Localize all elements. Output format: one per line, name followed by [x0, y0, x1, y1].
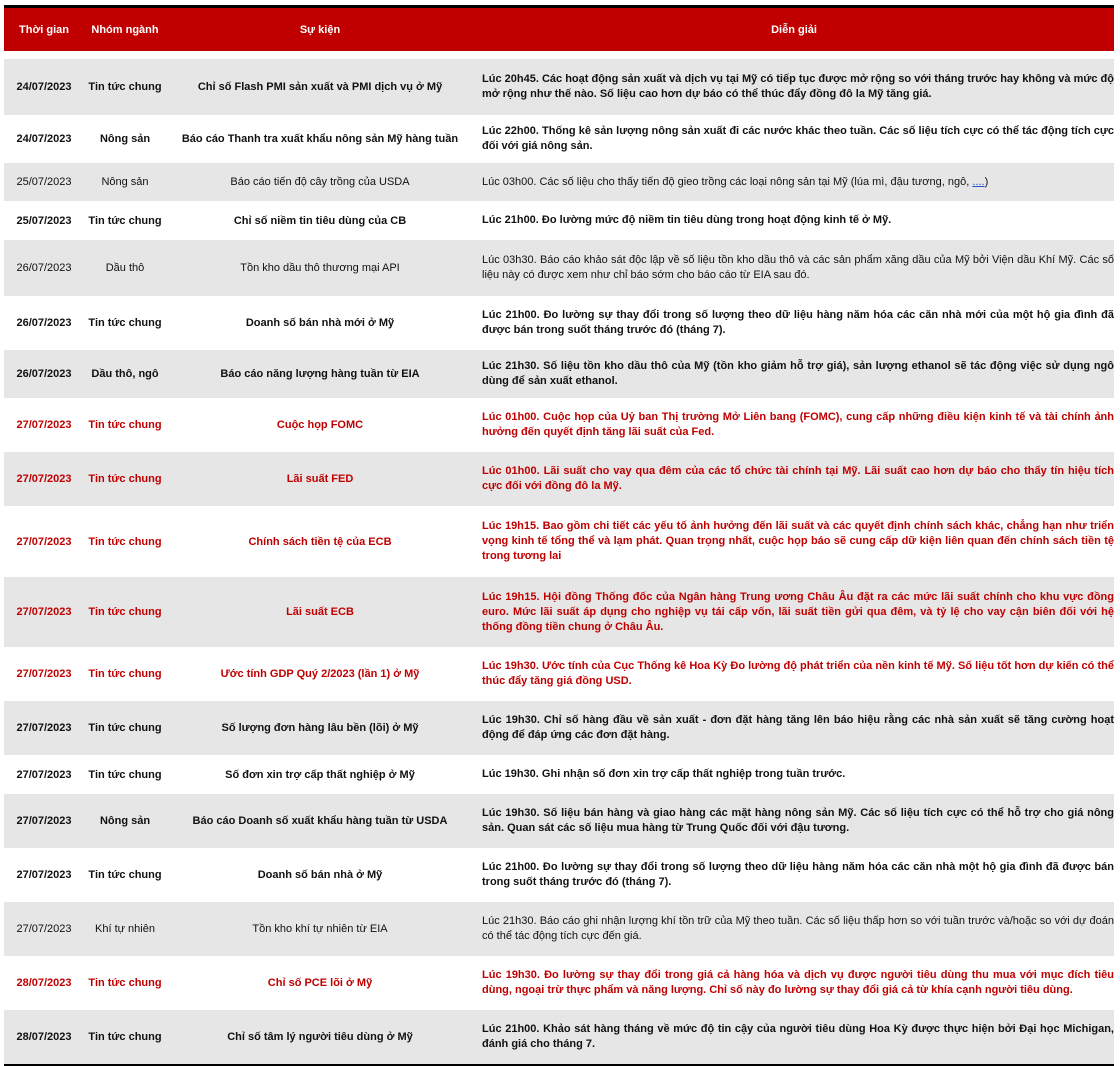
table-row	[4, 577, 1114, 647]
date-cell	[4, 506, 84, 577]
event-cell-text: Ước tính GDP Quý 2/2023 (lần 1) ở Mỹ	[220, 668, 420, 680]
sector-cell-text: Tin tức chung	[88, 869, 162, 881]
date-cell-text: 25/07/2023	[16, 176, 72, 188]
sector-cell-text: Tin tức chung	[88, 606, 162, 618]
event-cell	[166, 577, 474, 647]
sector-cell-text: Tin tức chung	[88, 668, 162, 680]
date-cell-text: 27/07/2023	[16, 768, 72, 781]
sector-cell-text: Khí tự nhiên	[95, 923, 155, 935]
description-cell-text: Lúc 20h45. Các hoạt động sản xuất và dịch vụ tại Mỹ có tiếp tục được mở rộng so với tháng trước hay không và mức độ mở rộng như thế nào. Số liệu cao hơn dự báo có thể thúc đẩy đồng đô la Mỹ tăng giá.	[482, 73, 1114, 100]
sector-cell	[84, 201, 166, 240]
table-row	[4, 647, 1114, 701]
event-cell-text: Báo cáo Doanh số xuất khẩu hàng tuần từ USDA	[192, 815, 448, 827]
sector-cell	[84, 240, 166, 296]
event-cell-text: Báo cáo Thanh tra xuất khẩu nông sản Mỹ hàng tuần	[181, 133, 459, 145]
date-cell	[4, 452, 84, 506]
sector-cell	[84, 647, 166, 701]
date-cell-text: 27/07/2023	[16, 722, 72, 734]
date-cell-text: 27/07/2023	[16, 815, 72, 827]
sector-cell-text: Tin tức chung	[88, 1031, 162, 1043]
sector-cell	[84, 701, 166, 755]
event-cell-text: Báo cáo năng lượng hàng tuần từ EIA	[220, 368, 420, 380]
sector-cell-text: Tin tức chung	[88, 977, 162, 989]
sector-cell-text: Dầu thô	[105, 262, 145, 274]
sector-cell-text: Nông sản	[99, 815, 151, 827]
header-row	[4, 8, 1114, 51]
description-cell-text: Lúc 21h30. Số liệu tồn kho dầu thô của Mỹ (tồn kho giảm hỗ trợ giá), sản lượng ethanol sẽ tác động việc sử dụng ngô dùng để sản xuất ethanol.	[482, 360, 1114, 387]
table-row	[4, 115, 1114, 163]
date-cell-text: 27/07/2023	[16, 668, 72, 680]
date-cell-text: 26/07/2023	[16, 368, 72, 380]
date-cell-text: 26/07/2023	[16, 317, 72, 329]
sector-cell	[84, 398, 166, 452]
table-row	[4, 350, 1114, 398]
date-cell	[4, 201, 84, 240]
description-cell	[474, 452, 1114, 506]
sector-cell-text: Nông sản	[99, 133, 151, 145]
date-cell	[4, 848, 84, 902]
event-cell-text: Lãi suất FED	[286, 473, 354, 485]
table-row	[4, 59, 1114, 115]
description-cell	[474, 902, 1114, 956]
event-cell	[166, 647, 474, 701]
event-cell-text: Chính sách tiền tệ của ECB	[248, 535, 392, 548]
description-cell	[474, 240, 1114, 296]
description-cell	[474, 163, 1114, 201]
more-link[interactable]: ....	[972, 175, 985, 188]
date-cell-text: 27/07/2023	[16, 606, 72, 618]
sector-cell	[84, 902, 166, 956]
sector-cell-text: Dầu thô, ngô	[91, 368, 159, 380]
sector-cell-text: Tin tức chung	[88, 535, 162, 548]
sector-cell	[84, 296, 166, 350]
date-cell	[4, 794, 84, 848]
event-cell	[166, 452, 474, 506]
description-cell	[474, 506, 1114, 577]
description-cell-text: Lúc 21h00. Đo lường mức độ niềm tin tiêu dùng trong hoạt động kinh tế ở Mỹ.	[482, 214, 892, 226]
event-cell-text: Cuộc họp FOMC	[276, 419, 364, 431]
event-cell	[166, 755, 474, 794]
sector-cell-text: Tin tức chung	[88, 473, 162, 485]
event-cell	[166, 701, 474, 755]
description-cell-text: Lúc 03h30. Báo cáo khảo sát độc lập về số liệu tồn kho dầu thô và các sản phẩm xăng dầu của Mỹ bởi Viện dầu Khí Mỹ. Các số liệu này có được xem như chỉ báo sớm cho báo cáo từ EIA sau đó.	[482, 254, 1114, 281]
event-cell-text: Chỉ số PCE lõi ở Mỹ	[267, 977, 373, 989]
table-row	[4, 1010, 1114, 1064]
description-cell-text: Lúc 19h30. Chỉ số hàng đầu về sản xuất - đơn đặt hàng tăng lên báo hiệu rằng các nhà sản xuất sẽ tăng cường hoạt động để đáp ứng các đơn đặt hàng.	[482, 714, 1114, 741]
event-cell	[166, 163, 474, 201]
description-cell	[474, 647, 1114, 701]
description-cell	[474, 201, 1114, 240]
event-cell	[166, 350, 474, 398]
table-row	[4, 794, 1114, 848]
description-cell	[474, 350, 1114, 398]
event-cell	[166, 296, 474, 350]
table-row	[4, 201, 1114, 240]
sector-cell-text: Tin tức chung	[88, 317, 162, 329]
description-cell-text: Lúc 01h00. Cuộc họp của Uỷ ban Thị trường Mở Liên bang (FOMC), cung cấp những điều kiện kinh tế và tài chính ảnh hưởng đến quyết định tăng lãi suất của Fed.	[482, 411, 1114, 438]
description-cell-text: Lúc 19h30. Ước tính của Cục Thống kê Hoa Kỳ Đo lường độ phát triển của nền kinh tế Mỹ. Số liệu tốt hơn dự kiến có thể thúc đẩy tăng giá đồng USD.	[482, 660, 1114, 687]
header-gap	[4, 51, 1114, 59]
event-cell	[166, 794, 474, 848]
table-row	[4, 296, 1114, 350]
sector-cell	[84, 794, 166, 848]
table-row	[4, 163, 1114, 201]
event-cell	[166, 201, 474, 240]
event-cell-text: Doanh số bán nhà mới ở Mỹ	[245, 317, 395, 329]
table-row	[4, 701, 1114, 755]
description-cell-text: Lúc 19h30. Ghi nhận số đơn xin trợ cấp thất nghiệp trong tuần trước.	[482, 768, 846, 780]
sector-cell	[84, 452, 166, 506]
event-cell	[166, 1010, 474, 1064]
table-row	[4, 902, 1114, 956]
event-cell-text: Chỉ số niềm tin tiêu dùng của CB	[233, 214, 407, 227]
event-cell	[166, 115, 474, 163]
date-cell	[4, 398, 84, 452]
sector-cell	[84, 577, 166, 647]
date-cell	[4, 1010, 84, 1064]
sector-cell-text: Tin tức chung	[88, 722, 162, 734]
date-cell-text: 24/07/2023	[16, 81, 72, 93]
description-cell	[474, 701, 1114, 755]
date-cell-text: 25/07/2023	[16, 214, 72, 227]
date-cell	[4, 296, 84, 350]
description-cell-text: Lúc 22h00. Thống kê sản lượng nông sản xuất đi các nước khác theo tuần. Các số liệu tích cực có thể tác động tích cực đối với giá nông sản.	[482, 125, 1114, 152]
description-cell	[474, 848, 1114, 902]
event-cell-text: Chỉ số Flash PMI sản xuất và PMI dịch vụ ở Mỹ	[197, 81, 443, 93]
description-cell-text: Lúc 01h00. Lãi suất cho vay qua đêm của các tổ chức tài chính tại Mỹ. Lãi suất cao hơn dự báo cho thấy tín hiệu tích cực đối với đồng đô la Mỹ.	[482, 465, 1114, 492]
table-row	[4, 398, 1114, 452]
sector-cell	[84, 755, 166, 794]
date-cell	[4, 59, 84, 115]
events-table	[4, 8, 1114, 1064]
description-cell-text: Lúc 21h00. Đo lường sự thay đổi trong số lượng theo dữ liệu hàng năm hóa các căn nhà mới của một hộ gia đình đã được bán trong suốt tháng trước đó (tháng 7).	[482, 309, 1114, 336]
event-cell-text: Số đơn xin trợ cấp thất nghiệp ở Mỹ	[225, 768, 415, 781]
event-cell	[166, 506, 474, 577]
description-cell	[474, 115, 1114, 163]
date-cell-text: 27/07/2023	[16, 923, 72, 935]
sector-cell	[84, 350, 166, 398]
header-time: Thời gian	[4, 8, 84, 51]
table-row	[4, 755, 1114, 794]
description-tail: )	[984, 175, 989, 188]
table-row	[4, 506, 1114, 577]
description-cell-text: Lúc 19h15. Bao gồm chi tiết các yếu tố ảnh hưởng đến lãi suất và các quyết định chính sách khác, chẳng hạn như triển vọng kinh tế tổng thể và lạm phát. Quan trọng nhất, cuộc họp báo sẽ cung cấp dữ kiện liên quan đến chính sách tiền tệ trong tương lai	[482, 520, 1114, 562]
description-cell	[474, 1010, 1114, 1064]
date-cell-text: 27/07/2023	[16, 419, 72, 431]
date-cell	[4, 755, 84, 794]
description-cell	[474, 296, 1114, 350]
description-cell-text: Lúc 19h30. Đo lường sự thay đổi trong giá cả hàng hóa và dịch vụ được người tiêu dùng thu mua với mục đích tiêu dùng, ngoại trừ thực phẩm và năng lượng. Chỉ số này đo lường sự thay đổi giá cả từ khía cạnh người tiêu dùng.	[482, 969, 1114, 996]
event-cell	[166, 398, 474, 452]
event-cell	[166, 59, 474, 115]
date-cell-text: 27/07/2023	[16, 869, 72, 881]
header-event: Sự kiện	[166, 8, 474, 51]
description-cell	[474, 59, 1114, 115]
sector-cell	[84, 848, 166, 902]
event-cell-text: Doanh số bán nhà ở Mỹ	[257, 869, 383, 881]
sector-cell	[84, 506, 166, 577]
sector-cell-text: Nông sản	[101, 176, 149, 188]
economic-calendar	[4, 5, 1114, 1066]
event-cell	[166, 902, 474, 956]
description-cell	[474, 755, 1114, 794]
date-cell	[4, 701, 84, 755]
date-cell	[4, 115, 84, 163]
date-cell	[4, 240, 84, 296]
event-cell	[166, 240, 474, 296]
event-cell-text: Số lượng đơn hàng lâu bền (lõi) ở Mỹ	[221, 722, 419, 734]
description-cell	[474, 794, 1114, 848]
sector-cell	[84, 163, 166, 201]
date-cell-text: 27/07/2023	[16, 535, 72, 548]
table-row	[4, 240, 1114, 296]
description-cell	[474, 577, 1114, 647]
sector-cell	[84, 956, 166, 1010]
description-cell-text: Lúc 19h30. Số liệu bán hàng và giao hàng các mặt hàng nông sản Mỹ. Các số liệu tích cực có thể hỗ trợ cho giá nông sản. Quan sát các số liệu mua hàng từ Trung Quốc đối với đậu tương.	[482, 807, 1114, 834]
table-row	[4, 848, 1114, 902]
description-cell-text: Lúc 19h15. Hội đồng Thống đốc của Ngân hàng Trung ương Châu Âu đặt ra các mức lãi suất chính cho khu vực đồng euro. Mức lãi suất áp dụng cho nghiệp vụ tái cấp vốn, lãi suất tiền gửi qua đêm, và tỷ lệ cho vay cận biên đối với hệ thống đồng tiền chung ở Châu Âu.	[482, 590, 1114, 633]
event-cell-text: Chỉ số tâm lý người tiêu dùng ở Mỹ	[227, 1031, 413, 1043]
event-cell-text: Tồn kho khí tự nhiên từ EIA	[252, 923, 388, 935]
table-row	[4, 956, 1114, 1010]
header-description: Diễn giải	[474, 8, 1114, 51]
date-cell-text: 28/07/2023	[16, 1031, 72, 1043]
date-cell	[4, 350, 84, 398]
event-cell	[166, 848, 474, 902]
date-cell	[4, 647, 84, 701]
date-cell-text: 26/07/2023	[16, 262, 72, 274]
sector-cell-text: Tin tức chung	[88, 81, 162, 93]
event-cell-text: Báo cáo tiến độ cây trồng của USDA	[230, 176, 410, 188]
description-cell-text: Lúc 21h30. Báo cáo ghi nhận lượng khí tồn trữ của Mỹ theo tuần. Các số liệu thấp hơn so với tuần trước và/hoặc so với dự đoán có thể tác động tích cực đến giá.	[482, 915, 1114, 942]
event-cell	[166, 956, 474, 1010]
description-cell	[474, 956, 1114, 1010]
date-cell	[4, 902, 84, 956]
date-cell-text: 24/07/2023	[16, 133, 72, 145]
sector-cell	[84, 59, 166, 115]
header-sector: Nhóm ngành	[84, 8, 166, 51]
date-cell-text: 27/07/2023	[16, 473, 72, 485]
date-cell	[4, 577, 84, 647]
sector-cell-text: Tin tức chung	[88, 214, 162, 227]
description-cell-text: Lúc 21h00. Khảo sát hàng tháng về mức độ tin cậy của người tiêu dùng Hoa Kỳ được thực hiện bởi Đại học Michigan, đánh giá cho tháng 7.	[482, 1023, 1114, 1050]
sector-cell	[84, 1010, 166, 1064]
sector-cell-text: Tin tức chung	[88, 419, 162, 431]
date-cell-text: 28/07/2023	[16, 977, 72, 989]
description-cell-text: Lúc 21h00. Đo lường sự thay đổi trong số lượng theo dữ liệu hàng năm hóa các căn nhà một hộ gia đình đã được bán trong suốt tháng trước đó (tháng 7).	[482, 861, 1114, 888]
table-row	[4, 452, 1114, 506]
sector-cell-text: Tin tức chung	[88, 768, 162, 781]
event-cell-text: Tồn kho dầu thô thương mại API	[240, 262, 400, 274]
event-cell-text: Lãi suất ECB	[286, 606, 354, 618]
description-cell-text: Lúc 03h00. Các số liệu cho thấy tiến độ gieo trồng các loại nông sản tại Mỹ (lúa mì, đậu tương, ngô,	[482, 175, 973, 188]
date-cell	[4, 163, 84, 201]
date-cell	[4, 956, 84, 1010]
description-cell	[474, 398, 1114, 452]
sector-cell	[84, 115, 166, 163]
